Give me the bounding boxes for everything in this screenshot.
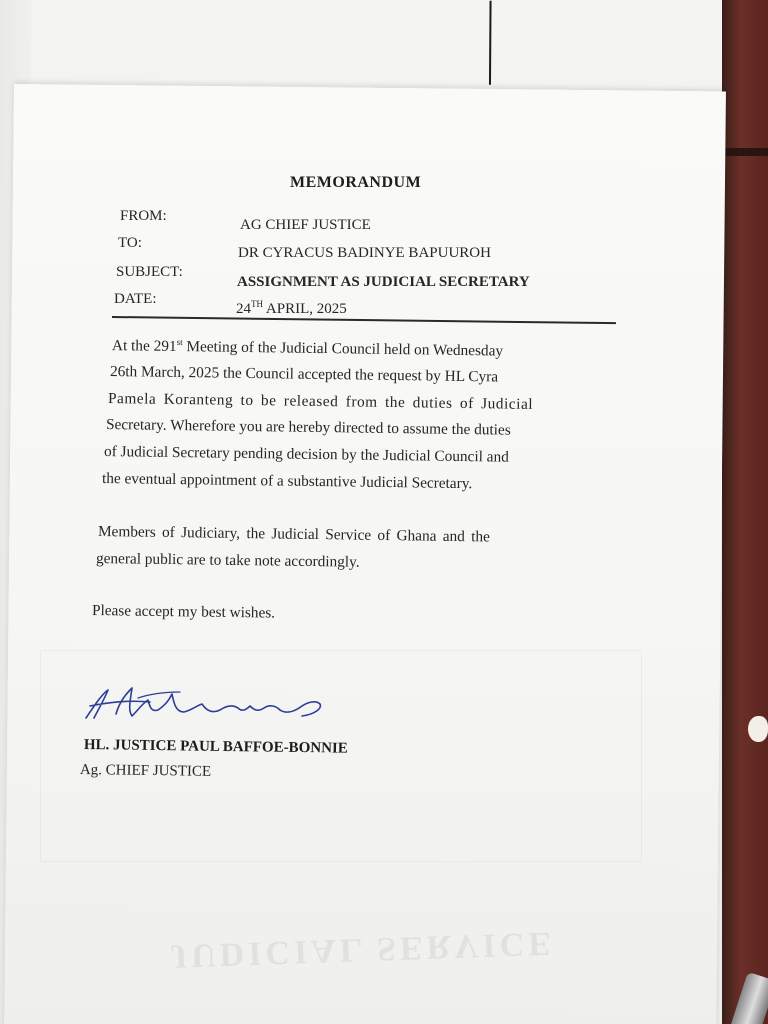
to-label: TO:: [118, 235, 142, 251]
paragraph1-line1: [112, 336, 503, 361]
bleed-through-text: JUDICIAL SERVICE: [169, 924, 556, 975]
signatory-title: Ag. CHIEF JUSTICE: [79, 762, 212, 780]
paragraph1-line5: of Judicial Secretary pending decision by the Judicial Council and: [103, 443, 509, 466]
from-value: AG CHIEF JUSTICE: [240, 217, 371, 233]
p1-l1-start: At the 291: [111, 337, 177, 355]
date-label: DATE:: [114, 291, 157, 307]
p1-l1-end: Meeting of the Judicial Council held on Wednesday: [182, 338, 504, 360]
memo-title: MEMORANDUM: [290, 174, 422, 191]
paragraph1-line2: 26th March, 2025 the Council accepted the request by HL Cyra: [109, 363, 499, 386]
closing-line: Please accept my best wishes.: [91, 602, 276, 622]
header-divider: [112, 316, 616, 324]
to-value: DR CYRACUS BADINYE BAPUUROH: [238, 245, 491, 261]
p1-l1-sup: st: [176, 336, 183, 347]
paragraph2-line2: general public are to take note accordingly.: [95, 550, 360, 571]
paragraph1-line4: Secretary. Wherefore you are hereby directed to assume the duties: [105, 416, 511, 439]
from-label: FROM:: [120, 208, 167, 224]
date-value: [236, 299, 347, 318]
paragraph2-line1: Members of Judiciary, the Judicial Service of Ghana and the: [97, 523, 491, 546]
date-rest: APRIL, 2025: [263, 301, 347, 317]
subject-label: SUBJECT:: [116, 264, 183, 280]
date-suffix: TH: [251, 299, 263, 309]
paragraph1-line6: the eventual appointment of a substantive Judicial Secretary.: [101, 470, 473, 493]
date-day: 24: [236, 301, 251, 317]
paragraph1-line3: Pamela Koranteng to be released from the duties of Judicial: [107, 390, 534, 413]
signatory-name: HL. JUSTICE PAUL BAFFOE-BONNIE: [83, 737, 348, 757]
subject-value: ASSIGNMENT AS JUDICIAL SECRETARY: [237, 274, 530, 290]
handwritten-signature: [80, 680, 330, 730]
